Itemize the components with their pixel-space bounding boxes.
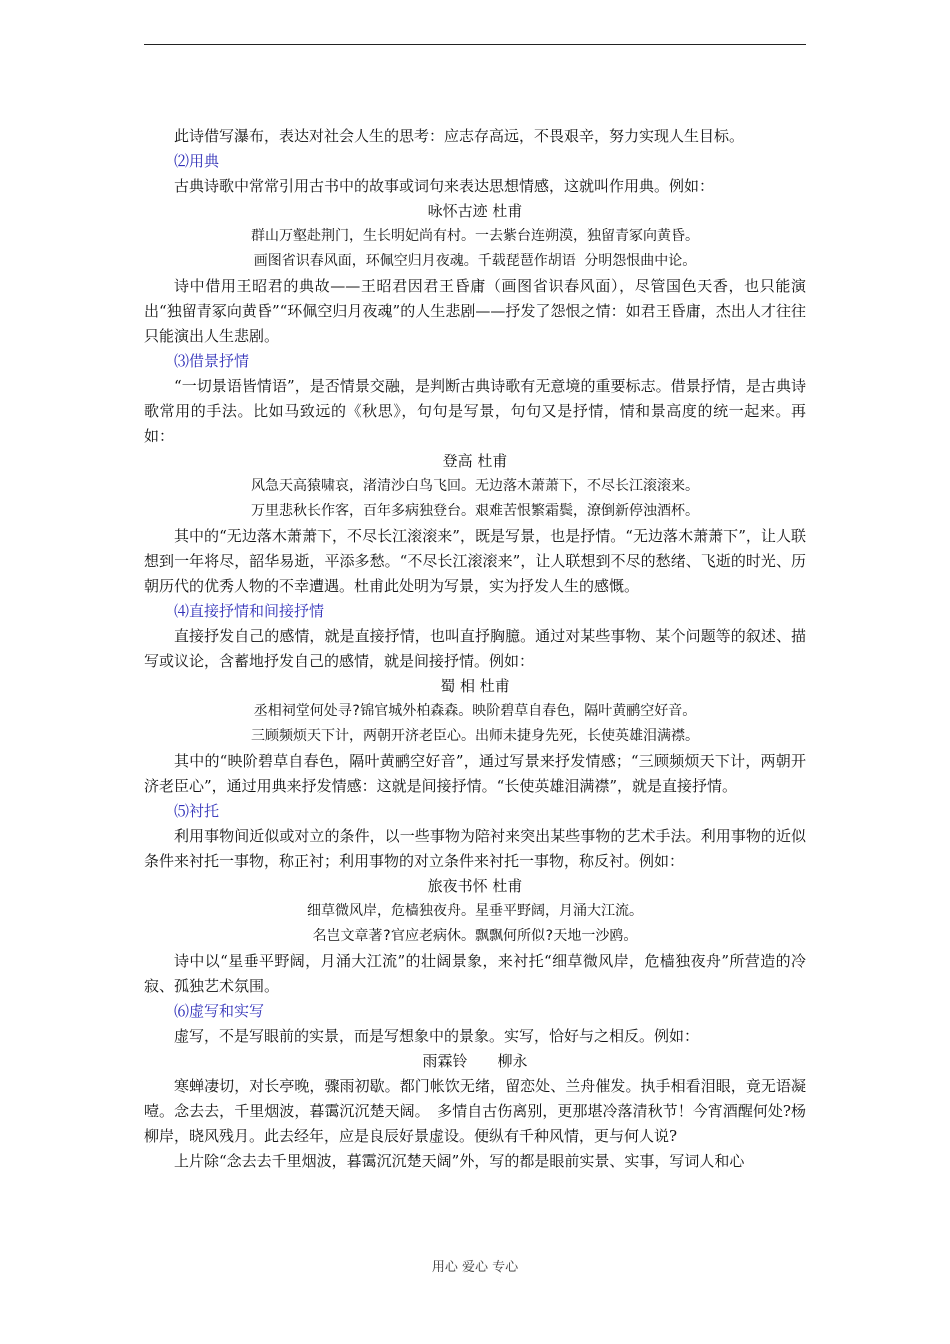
poem-line: 丞相祠堂何处寻?锦官城外柏森森。映阶碧草自春色，隔叶黄鹂空好音。: [253, 703, 697, 719]
ci-text: 寒蝉凄切，对长亭晚，骤雨初歇。都门帐饮无绪，留恋处、兰舟催发。执手相看泪眼，竟无语凝噎。念去去，千里烟波，暮霭沉沉楚天阔。 多情自古伤离别，更那堪冷落清秋节！今宵酒醒何处?杨柳岸，晓风残月。此去经年，应是良辰好景虚设。便纵有千种风情，更与何人说?: [144, 1077, 806, 1145]
paragraph: 利用事物间近似或对立的条件，以一些事物为陪衬来突出某些事物的艺术手法。利用事物的近似条件来衬托一事物，称正衬；利用事物的对立条件来衬托一事物，称反衬。例如：: [144, 827, 806, 870]
section-heading-scenery-emotion: ⑶借景抒情: [174, 352, 250, 370]
poem-line: 三顾频烦天下计，两朝开济老臣心。出师未捷身先死，长使英雄泪满襟。: [251, 728, 699, 744]
poem-title: 登高 杜甫: [442, 452, 508, 470]
poem-title: 咏怀古迹 杜甫: [427, 202, 523, 220]
poem-line: 画图省识春风面，环佩空归月夜魂。千载琵琶作胡语 分明怨恨曲中论。: [253, 253, 697, 269]
section-heading-contrast: ⑸衬托: [174, 802, 220, 820]
header-rule: [144, 44, 806, 45]
paragraph: “一切景语皆情语”，是否情景交融，是判断古典诗歌有无意境的重要标志。借景抒情，是古典诗歌常用的手法。比如马致远的《秋思》，句句是写景，句句又是抒情，情和景高度的统一起来。再如：: [144, 377, 806, 445]
poem-line: 名岂文章著?官应老病休。飘飘何所似?天地一沙鸥。: [312, 928, 638, 944]
paragraph: 上片除“念去去千里烟波，暮霭沉沉楚天阔”外，写的都是眼前实景、实事，写词人和心: [174, 1152, 745, 1170]
poem-title: 旅夜书怀 杜甫: [427, 877, 523, 895]
paragraph: 古典诗歌中常常引用古书中的故事或词句来表达思想情感，这就叫作用典。例如：: [174, 177, 715, 195]
paragraph: 直接抒发自己的感情，就是直接抒情，也叫直抒胸臆。通过对某些事物、某个问题等的叙述、描写或议论，含蓄地抒发自己的感情，就是间接抒情。例如：: [144, 627, 806, 670]
paragraph: 其中的“无边落木萧萧下，不尽长江滚滚来”，既是写景，也是抒情。“无边落木萧萧下”，让人联想到一年将尽，韶华易逝，平添多愁。“不尽长江滚滚来”，让人联想到不尽的愁绪、飞逝的时光、历朝历代的优秀人物的不幸遭遇。杜甫此处明为写景，实为抒发人生的感慨。: [144, 527, 806, 595]
section-heading-allusion: ⑵用典: [174, 152, 220, 170]
document-body: [144, 124, 806, 1174]
paragraph: 虚写，不是写眼前的实景，而是写想象中的景象。实写，恰好与之相反。例如：: [174, 1027, 700, 1045]
paragraph: 诗中以“星垂平野阔，月涌大江流”的壮阔景象，来衬托“细草微风岸，危樯独夜舟”所营造的冷寂、孤独艺术氛围。: [144, 952, 806, 995]
section-heading-virtual-real: ⑹虚写和实写: [174, 1002, 265, 1020]
paragraph: 其中的“映阶碧草自春色，隔叶黄鹂空好音”，通过写景来抒发情感；“三顾频烦天下计，两朝开济老臣心”，通过用典来抒发情感：这就是间接抒情。“长使英雄泪满襟”，就是直接抒情。: [144, 752, 806, 795]
poem-title: 蜀 相 杜甫: [440, 677, 510, 695]
poem-line: 细草微风岸，危樯独夜舟。星垂平野阔，月涌大江流。: [307, 903, 643, 919]
poem-title: 雨霖铃 柳永: [422, 1052, 528, 1070]
section-heading-direct-indirect: ⑷直接抒情和间接抒情: [174, 602, 325, 620]
paragraph: 此诗借写瀑布，表达对社会人生的思考：应志存高远，不畏艰辛，努力实现人生目标。: [174, 127, 745, 145]
paragraph: 诗中借用王昭君的典故——王昭君因君王昏庸（画图省识春风面），尽管国色天香，也只能演出“独留青冢向黄昏”“环佩空归月夜魂”的人生悲剧——抒发了怨恨之情：如君王昏庸，杰出人才往往只能演出人生悲剧。: [144, 277, 806, 345]
poem-line: 万里悲秋长作客，百年多病独登台。艰难苦恨繁霜鬓，潦倒新停浊酒杯。: [251, 503, 699, 519]
poem-line: 风急天高猿啸哀，渚清沙白鸟飞回。无边落木萧萧下，不尽长江滚滚来。: [251, 478, 699, 494]
page-footer: 用心 爱心 专心: [431, 1260, 519, 1275]
poem-line: 群山万壑赴荆门，生长明妃尚有村。一去紫台连朔漠，独留青冢向黄昏。: [251, 228, 699, 244]
